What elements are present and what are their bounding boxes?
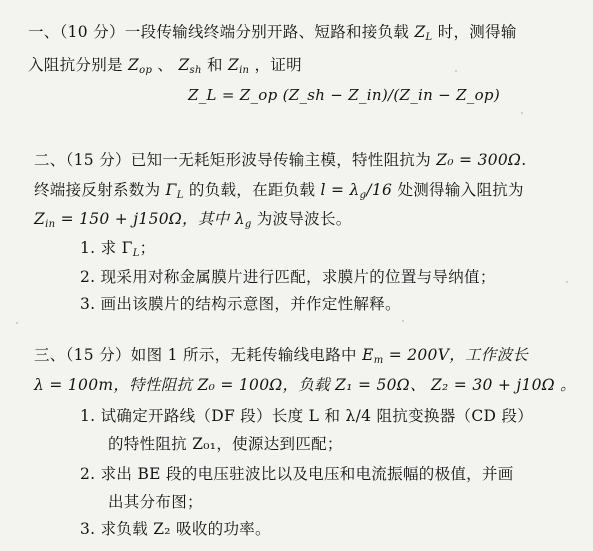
scan-speck (566, 281, 568, 283)
scan-speck (455, 70, 457, 72)
q1-header: 一、（10 分）一段传输线终端分别开路、短路和接负载 (28, 23, 410, 41)
q2-lambda-g: $\lambda_g$ (234, 210, 252, 230)
q3-item-2: 2. 求出 BE 段的电压驻波比以及电压和电流振幅的极值，并画 (80, 465, 514, 483)
q3-item-3: 3. 求负载 Z₂ 吸收的功率。 (80, 520, 271, 538)
q3-line2: λ = 100m，特性阻抗 Z₀ = 100Ω，负载 Z₁ = 50Ω、 Z₂ = 30 + j10Ω 。 (34, 376, 576, 394)
q2-item-1: 1. 求 $\Gamma_L$； (80, 239, 156, 259)
q1-formula: Z_L = Z_op (Z_sh − Z_in)/(Z_in − Z_op) (188, 86, 500, 104)
q2-line2: 终端接反射系数为 $\Gamma_L$ 的负载，在距负载 $l = \lambda_g/16$ 处测得输入阻抗为 (34, 181, 524, 201)
q2-item-2: 2. 现采用对称金属膜片进行匹配，求膜片的位置与导纳值； (80, 268, 496, 286)
scan-speck (521, 112, 523, 114)
q3-item-2-cont: 出其分布图； (108, 493, 203, 511)
q3-item-1-cont: 的特性阻抗 Z₀₁，使源达到匹配； (108, 435, 343, 453)
q2-distance: $l = \lambda_g/16$ (320, 181, 393, 201)
q1-line1-end: 时，测得输 (437, 23, 517, 41)
scan-speck (402, 320, 404, 322)
q1-var-Zin: $Z_{in}$ (227, 56, 250, 76)
q1-var-ZL: $Z_L$ (414, 23, 433, 43)
q2-line3: $Z_{in} = 150 + j150\Omega$，其中 $\lambda_g$ 为波导波长。 (34, 210, 352, 230)
q1-line1 (28, 20, 517, 43)
scan-speck (16, 322, 18, 324)
q2-Z0: Z₀ = 300Ω. (436, 151, 527, 169)
q3-item-1: 1. 试确定开路线（DF 段）长度 L 和 λ/4 阻抗变换器（CD 段） (80, 407, 534, 425)
q2-line1: 二、（15 分）已知一无耗矩形波导传输主模，特性阻抗为 Z₀ = 300Ω. (34, 151, 527, 169)
q1-var-Zsh: $Z_{sh}$ (178, 56, 202, 76)
q3-Em: $E_m = 200V$，工作波长 (362, 346, 529, 366)
q2-gamma-L: $\Gamma_L$ (165, 181, 184, 201)
q1-var-Zop: $Z_{op}$ (128, 56, 153, 76)
q1-line2: 入阻抗分别是 $Z_{op}$ 、 $Z_{sh}$ 和 $Z_{in}$ ，证明 (28, 56, 302, 76)
q2-Zin: $Z_{in}$ (34, 210, 56, 230)
q2-item-3: 3. 画出该膜片的结构示意图，并作定性解释。 (80, 295, 401, 313)
q3-line1: 三、（15 分）如图 1 所示，无耗传输线电路中 $E_m = 200V$，工作波长 (34, 346, 529, 366)
